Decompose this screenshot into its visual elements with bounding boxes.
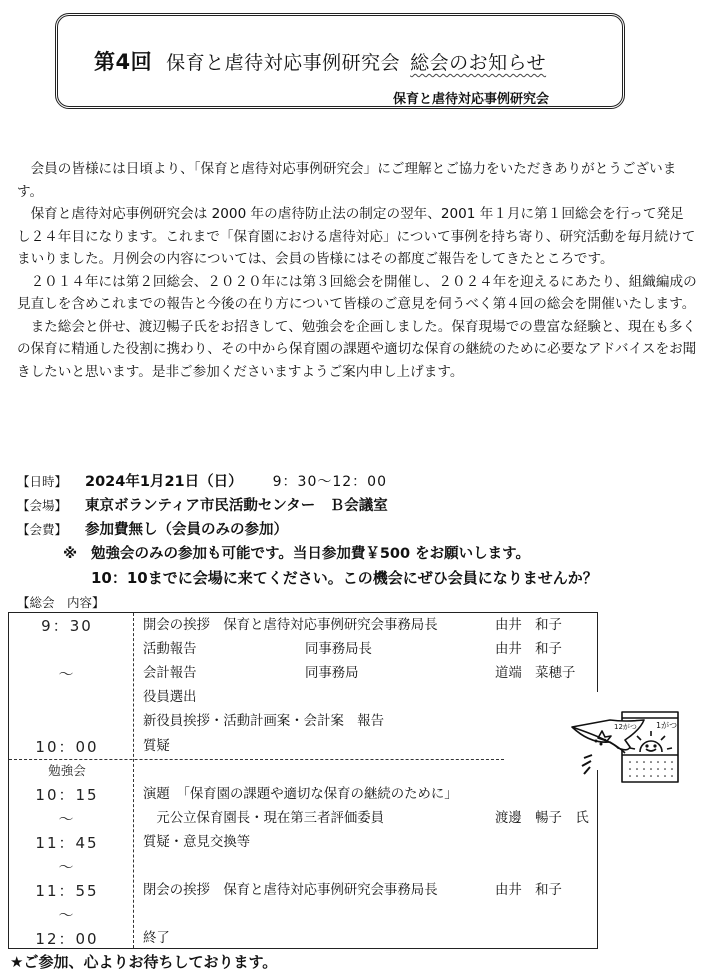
schedule-time: 12：00 [35, 930, 99, 949]
note-row-2: 10：10までに会場に来てください。この機会にぜひ会員になりませんか？ [91, 569, 598, 587]
schedule-section-label: 【総会 内容】 [17, 595, 105, 610]
organizer-name: 保育と虐待対応事例研究会 [393, 92, 550, 107]
schedule-row [9, 686, 599, 710]
schedule-item: 元公立保育園長・現在第三者評価委員 [143, 810, 385, 826]
schedule-person: 渡邊 暢子 氏 [495, 810, 589, 826]
paragraph: また総会と併せ、渡辺暢子氏をお招きして、勉強会を企画しました。保育現場での豊富な経験と、現在も多くの保育に精通した役割に携わり、その中から保育園の課題や適切な保育の継続のために必要なアドバイスをお聞きしたいと思います。是非ご参加くださいますようご案内申し上げます。 [17, 318, 697, 380]
schedule-row [9, 807, 599, 831]
schedule-time: 勉強会 [48, 762, 86, 778]
time-value: 9：30～12：00 [272, 474, 387, 490]
date-row [17, 470, 707, 494]
fee-value: 参加費無し（会員のみの参加） [85, 522, 288, 538]
schedule-person: 由井 和子 [495, 642, 562, 658]
title-notice: 総会のお知らせ [410, 52, 547, 74]
fee-label: 【会費】 [17, 522, 68, 537]
note-line-1: 勉強会のみの参加も可能です。当日参加費￥500 をお願いします。 [91, 546, 530, 562]
schedule-time: 9：30 [41, 617, 93, 635]
schedule-person: 道端 菜穂子 [495, 666, 576, 682]
schedule-row [9, 927, 599, 951]
schedule-role: 同事務局長 [305, 642, 372, 658]
schedule-person: 由井 和子 [495, 618, 562, 633]
schedule-time: ～ [58, 906, 76, 925]
note-row [17, 542, 707, 566]
schedule-row [9, 903, 599, 927]
schedule-item: 質疑 [143, 738, 170, 754]
schedule-row [9, 614, 599, 638]
schedule-item: 演題 「保育園の課題や適切な保育の継続のために」 [143, 786, 458, 802]
title-main: 保育と虐待対応事例研究会 [166, 52, 401, 74]
schedule-item: 開会の挨拶 保育と虐待対応事例研究会事務局長 [143, 618, 438, 633]
schedule-item: 新役員挨拶・活動計画案・会計案 報告 [143, 714, 385, 730]
schedule-time: 11：55 [35, 882, 99, 901]
schedule-row [9, 638, 599, 662]
title-box [55, 13, 625, 109]
meeting-number: 第4回 [94, 50, 153, 74]
schedule-row [9, 662, 599, 686]
venue-label: 【会場】 [17, 498, 68, 513]
schedule-row [9, 855, 599, 879]
schedule-item: 質疑・意見交換等 [143, 834, 251, 850]
old-month-label: 12がつ [614, 723, 637, 731]
schedule-time: ～ [58, 858, 76, 876]
schedule-time: 10：15 [35, 785, 99, 804]
schedule-time: 10：00 [35, 737, 99, 756]
date-label: 【日時】 [17, 474, 68, 489]
closing-message: ★ご参加、心よりお待ちしております。 [10, 953, 278, 971]
event-info [17, 470, 707, 590]
schedule-person: 由井 和子 [495, 883, 562, 899]
new-month-label: 1がつ [656, 721, 678, 730]
fee-row [17, 518, 707, 542]
paragraph: 保育と虐待対応事例研究会は 2000 年の虐待防止法の制定の翌年、2001 年１月に第１回総会を行って発足し２４年目になります。これまで「保育園における虐待対応」について事例を持ち寄り、研究活動を毎月続けてまいりました。月例会の内容については、会員の皆様にはその都度ご報告をしてきたところです。 [17, 206, 696, 267]
document-title [94, 46, 546, 76]
paragraph: 会員の皆様には日頃より、「保育と虐待対応事例研究会」にご理解とご協力をいただきありがとうございます。 [17, 161, 677, 200]
schedule-time: ～ [58, 809, 76, 828]
date-value: 2024年1月21日（日） [85, 474, 243, 490]
venue-row [17, 494, 707, 518]
schedule-item: 終了 [143, 931, 170, 947]
schedule-item: 会計報告 [143, 666, 197, 682]
intro-text [17, 158, 697, 383]
schedule-row [9, 735, 599, 759]
schedule-row [9, 759, 599, 783]
schedule-item: 役員選出 [143, 690, 197, 706]
schedule-role: 同事務局 [305, 666, 359, 682]
schedule-row [9, 831, 599, 855]
venue-value: 東京ボランティア市民活動センター Ｂ会議室 [85, 498, 388, 514]
schedule-item: 閉会の挨拶 保育と虐待対応事例研究会事務局長 [143, 883, 438, 899]
schedule-row [9, 783, 599, 807]
schedule-row [9, 710, 599, 734]
paragraph: ２０１４年には第２回総会、２０２０年には第３回総会を開催し、２０２４年を迎えるにあたり、組織編成の見直しを含めこれまでの報告と今後の在り方について皆様のご意見を伺うべく第４回の総会を開催いたします。 [17, 273, 697, 312]
schedule-time: 11：45 [35, 833, 99, 852]
calendar-new-year-icon [570, 700, 710, 790]
schedule-time: ～ [58, 665, 76, 684]
schedule-table [8, 612, 598, 949]
note-mark: ※ [63, 546, 78, 562]
schedule-item: 活動報告 [143, 642, 197, 658]
schedule-row [9, 879, 599, 903]
